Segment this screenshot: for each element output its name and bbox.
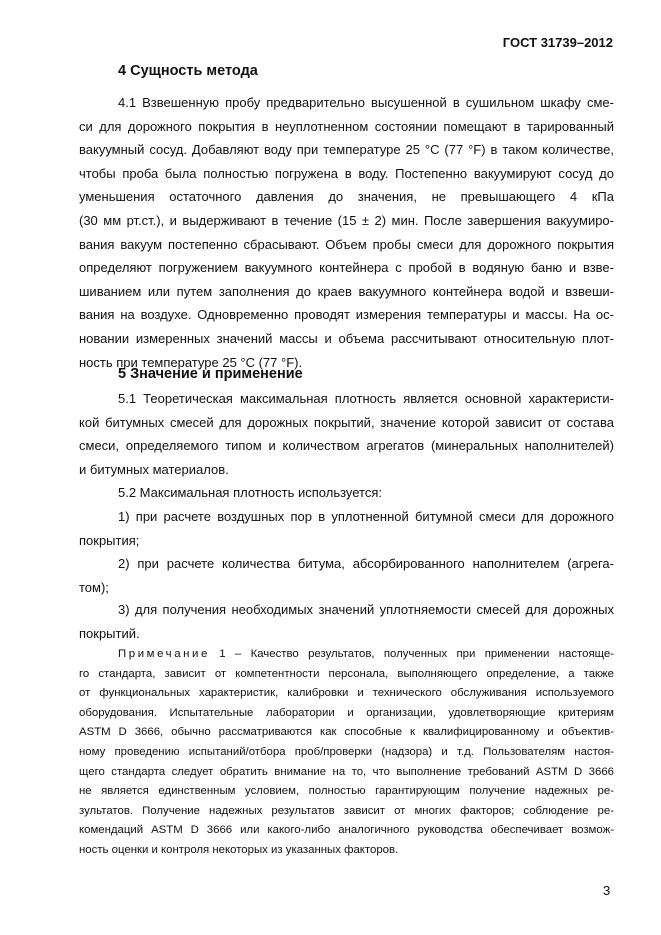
- text-line: оборудования. Испытательные лаборатории и организации, удовлетворяющие критериям: [79, 706, 614, 719]
- text-line: покрытия;: [79, 532, 140, 548]
- text-line: (30 мм рт.ст.), и выдерживают в течение (15 ± 2) мин. После завершения вакуумиро-: [79, 212, 614, 228]
- text-line: 2) при расчете количества битума, абсорбированного наполнителем (агрега-: [118, 556, 614, 571]
- note-first-line: 1 – Качество результатов, полученных при применении настояще-: [219, 648, 614, 660]
- note-label: Примечание: [118, 648, 210, 660]
- text-line: ность оценки и контроля некоторых из указанных факторов.: [79, 843, 399, 856]
- text-line: уменьшения остаточного давления до значения, не превышающего 4 кПа: [79, 189, 614, 205]
- text-line: не является единственным условием, полностью гарантирующим получение надежных ре-: [79, 785, 614, 798]
- text-line: от функциональных характеристик, калибровки и технического обслуживания используемого: [79, 687, 614, 700]
- text-line: 5.2 Максимальная плотность используется:: [118, 485, 383, 500]
- text-line: ASTM D 3666, обычно рассматриваются как способные к квалифицированному и объектив-: [79, 726, 614, 739]
- list-item-1: [79, 505, 614, 552]
- text-line: зультатов. Получение надежных результатов зависит от многих факторов; соблюдение ре-: [79, 804, 614, 817]
- text-line: комендаций ASTM D 3666 или какого-либо аналогичного руководства обеспечивает возмож-: [79, 824, 614, 837]
- text-line: ному проведению испытаний/отбора проб/проверки (надзора) и т.д. Пользователям настоя-: [79, 745, 614, 758]
- text-line: новании измеренных значений массы и объема рассчитывают относительную плот-: [79, 330, 614, 346]
- section-5-2-paragraph: [79, 481, 614, 505]
- text-line: 5.1 Теоретическая максимальная плотность является основной характеристи-: [118, 391, 614, 406]
- text-line: определяют погружением вакуумного контейнера с пробой в водяную баню и взве-: [79, 260, 614, 276]
- text-line: 3) для получения необходимых значений уплотняемости смесей для дорожных: [118, 602, 614, 617]
- text-line: 4.1 Взвешенную пробу предварительно высушенной в сушильном шкафу сме-: [118, 95, 614, 110]
- text-line: вакуумный сосуд. Добавляют воду при температуре 25 °С (77 °F) в таком количестве,: [79, 142, 614, 158]
- text-line: [79, 645, 614, 665]
- list-item-3: [79, 598, 614, 645]
- section-4-heading: 4 Сущность метода: [118, 63, 258, 79]
- document-id: ГОСТ 31739–2012: [502, 35, 613, 50]
- text-line: чтобы проба была полностью погружена в воду. Постепенно вакуумируют сосуд до: [79, 165, 614, 181]
- text-line: смеси, определяемого типом и количеством агрегатов (минеральных наполнителей): [79, 438, 614, 454]
- section-5-1-paragraph: [79, 387, 614, 481]
- text-line: си для дорожного покрытия в неуплотненном состоянии помещают в тарированный: [79, 118, 614, 134]
- section-4-1-paragraph: [79, 91, 614, 374]
- text-line: и битумных материалов.: [79, 461, 229, 477]
- text-line: ность при температуре 25 °С (77 °F).: [79, 354, 303, 370]
- list-item-2: [79, 552, 614, 599]
- text-line: покрытий.: [79, 625, 140, 641]
- text-line: кой битумных смесей для дорожных покрытий, значение которой зависит от состава: [79, 414, 614, 430]
- text-line: вания на воздухе. Одновременно проводят измерения температуры и массы. На ос-: [79, 307, 614, 323]
- text-line: 1) при расчете воздушных пор в уплотненной битумной смеси для дорожного: [118, 509, 614, 524]
- section-5-heading: 5 Значение и применение: [118, 366, 303, 382]
- page-number: 3: [603, 883, 611, 898]
- text-line: щего стандарта следует обратить внимание на то, что выполнение требований ASTM D 3666: [79, 765, 614, 778]
- text-line: го стандарта, зависит от компетентности персонала, выполняющего определение, а также: [79, 667, 614, 680]
- text-line: том);: [79, 579, 109, 595]
- text-line: шиванием или путем заполнения до краев вакуумного контейнера водой и взвеши-: [79, 283, 614, 299]
- text-line: вания вакуум постепенно сбрасывают. Объем пробы смеси для дорожного покрытия: [79, 236, 614, 252]
- note-block: [79, 645, 614, 861]
